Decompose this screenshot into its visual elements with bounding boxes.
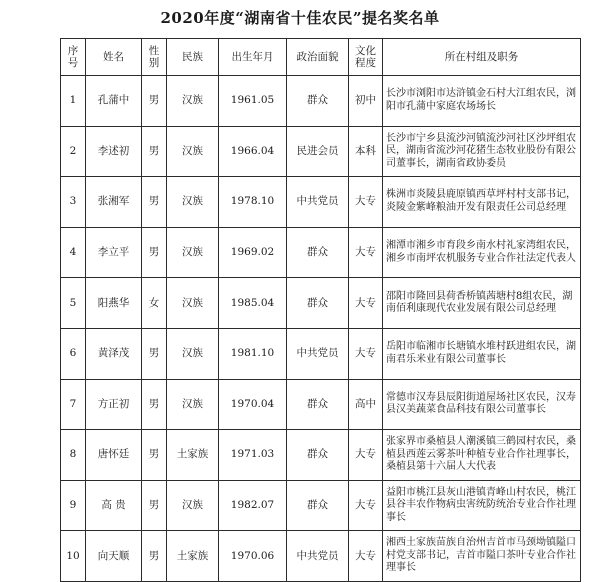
cell-political: 中共党员 bbox=[287, 531, 349, 582]
cell-gender: 女 bbox=[142, 278, 167, 329]
cell-political: 中共党员 bbox=[287, 177, 349, 228]
cell-index: 9 bbox=[61, 480, 86, 531]
cell-education: 大专 bbox=[349, 278, 383, 329]
cell-name: 李立平 bbox=[86, 227, 142, 278]
cell-political: 群众 bbox=[287, 379, 349, 430]
cell-gender: 男 bbox=[142, 480, 167, 531]
header-political: 政治面貌 bbox=[287, 39, 349, 76]
cell-birth: 1985.04 bbox=[219, 278, 287, 329]
cell-education: 高中 bbox=[349, 379, 383, 430]
cell-birth: 1969.02 bbox=[219, 227, 287, 278]
cell-ethnicity: 汉族 bbox=[167, 379, 219, 430]
cell-birth: 1961.05 bbox=[219, 76, 287, 127]
cell-detail: 长沙市浏阳市达浒镇金石村大江组农民，浏阳市孔蒲中家庭农场场长 bbox=[383, 76, 581, 127]
cell-index: 7 bbox=[61, 379, 86, 430]
table-row bbox=[61, 126, 581, 177]
cell-ethnicity: 汉族 bbox=[167, 76, 219, 127]
cell-name: 方正初 bbox=[86, 379, 142, 430]
header-gender: 性别 bbox=[142, 39, 167, 76]
cell-detail: 岳阳市临湘市长塘镇水堆村跃进组农民，湖南君乐米业有限公司董事长 bbox=[383, 328, 581, 379]
cell-name: 高 贵 bbox=[86, 480, 142, 531]
cell-name: 黄泽茂 bbox=[86, 328, 142, 379]
cell-political: 群众 bbox=[287, 480, 349, 531]
cell-education: 大专 bbox=[349, 480, 383, 531]
cell-name: 孔蒲中 bbox=[86, 76, 142, 127]
cell-political: 群众 bbox=[287, 430, 349, 481]
cell-ethnicity: 土家族 bbox=[167, 531, 219, 582]
cell-name: 阳燕华 bbox=[86, 278, 142, 329]
table-row bbox=[61, 177, 581, 228]
cell-education: 大专 bbox=[349, 430, 383, 481]
cell-ethnicity: 汉族 bbox=[167, 126, 219, 177]
header-detail: 所在村组及职务 bbox=[383, 39, 581, 76]
cell-ethnicity: 土家族 bbox=[167, 430, 219, 481]
cell-gender: 男 bbox=[142, 430, 167, 481]
page-title: 2020年度“湖南省十佳农民”提名奖名单 bbox=[160, 9, 440, 27]
cell-index: 5 bbox=[61, 278, 86, 329]
cell-detail: 益阳市桃江县灰山港镇青峰山村农民，桃江县谷丰农作物病虫害统防统治专业合作社理事长 bbox=[383, 480, 581, 531]
cell-education: 大专 bbox=[349, 227, 383, 278]
cell-education: 本科 bbox=[349, 126, 383, 177]
cell-index: 10 bbox=[61, 531, 86, 582]
table-row bbox=[61, 227, 581, 278]
cell-birth: 1970.04 bbox=[219, 379, 287, 430]
nominee-table bbox=[60, 38, 581, 582]
table-row bbox=[61, 531, 581, 582]
table-row bbox=[61, 480, 581, 531]
cell-name: 李述初 bbox=[86, 126, 142, 177]
cell-ethnicity: 汉族 bbox=[167, 177, 219, 228]
cell-detail: 常德市汉寿县辰阳街道屋场社区农民，汉寿县汉美蔬菜食品科技有限公司董事长 bbox=[383, 379, 581, 430]
cell-ethnicity: 汉族 bbox=[167, 278, 219, 329]
cell-detail: 邵阳市隆回县荷香桥镇茜塘村8组农民，湖南佰利康现代农业发展有限公司总经理 bbox=[383, 278, 581, 329]
cell-index: 3 bbox=[61, 177, 86, 228]
cell-name: 向天顺 bbox=[86, 531, 142, 582]
cell-political: 群众 bbox=[287, 76, 349, 127]
cell-birth: 1971.03 bbox=[219, 430, 287, 481]
cell-birth: 1978.10 bbox=[219, 177, 287, 228]
cell-gender: 男 bbox=[142, 379, 167, 430]
table-row bbox=[61, 76, 581, 127]
header-ethnicity: 民族 bbox=[167, 39, 219, 76]
cell-name: 唐怀廷 bbox=[86, 430, 142, 481]
cell-index: 1 bbox=[61, 76, 86, 127]
header-education: 文化程度 bbox=[349, 39, 383, 76]
table-row bbox=[61, 430, 581, 481]
cell-index: 6 bbox=[61, 328, 86, 379]
header-name: 姓名 bbox=[86, 39, 142, 76]
cell-birth: 1982.07 bbox=[219, 480, 287, 531]
cell-political: 群众 bbox=[287, 227, 349, 278]
cell-education: 大专 bbox=[349, 177, 383, 228]
cell-political: 民进会员 bbox=[287, 126, 349, 177]
cell-ethnicity: 汉族 bbox=[167, 328, 219, 379]
cell-education: 初中 bbox=[349, 76, 383, 127]
cell-name: 张湘军 bbox=[86, 177, 142, 228]
table-row bbox=[61, 379, 581, 430]
cell-gender: 男 bbox=[142, 177, 167, 228]
cell-political: 中共党员 bbox=[287, 328, 349, 379]
cell-gender: 男 bbox=[142, 76, 167, 127]
cell-education: 大专 bbox=[349, 328, 383, 379]
cell-birth: 1966.04 bbox=[219, 126, 287, 177]
cell-index: 4 bbox=[61, 227, 86, 278]
cell-gender: 男 bbox=[142, 328, 167, 379]
cell-birth: 1970.06 bbox=[219, 531, 287, 582]
cell-detail: 长沙市宁乡县流沙河镇流沙河社区沙坪组农民，湖南省流沙河花猪生态牧业股份有限公司董事长，湖南省政协委员 bbox=[383, 126, 581, 177]
cell-ethnicity: 汉族 bbox=[167, 227, 219, 278]
cell-gender: 男 bbox=[142, 126, 167, 177]
cell-detail: 张家界市桑植县人潮溪镇三鹤园村农民，桑植县西莲云雾茶叶种植专业合作社理事长，桑植县第十六届人大代表 bbox=[383, 430, 581, 481]
table-row bbox=[61, 278, 581, 329]
header-row bbox=[61, 39, 581, 76]
cell-birth: 1981.10 bbox=[219, 328, 287, 379]
table-row bbox=[61, 328, 581, 379]
cell-detail: 湘西土家族苗族自治州吉首市马颈坳镇隘口村党支部书记，吉首市隘口茶叶专业合作社理事长 bbox=[383, 531, 581, 582]
cell-education: 大专 bbox=[349, 531, 383, 582]
cell-index: 8 bbox=[61, 430, 86, 481]
header-index: 序号 bbox=[61, 39, 86, 76]
cell-political: 群众 bbox=[287, 278, 349, 329]
cell-gender: 男 bbox=[142, 227, 167, 278]
cell-detail: 株洲市炎陵县鹿原镇西草坪村村支部书记，炎陵金紫峰粮油开发有限责任公司总经理 bbox=[383, 177, 581, 228]
cell-gender: 男 bbox=[142, 531, 167, 582]
cell-detail: 湘潭市湘乡市育段乡南水村礼家湾组农民，湘乡市南坪农机服务专业合作社法定代表人 bbox=[383, 227, 581, 278]
cell-ethnicity: 汉族 bbox=[167, 480, 219, 531]
header-birth: 出生年月 bbox=[219, 39, 287, 76]
cell-index: 2 bbox=[61, 126, 86, 177]
